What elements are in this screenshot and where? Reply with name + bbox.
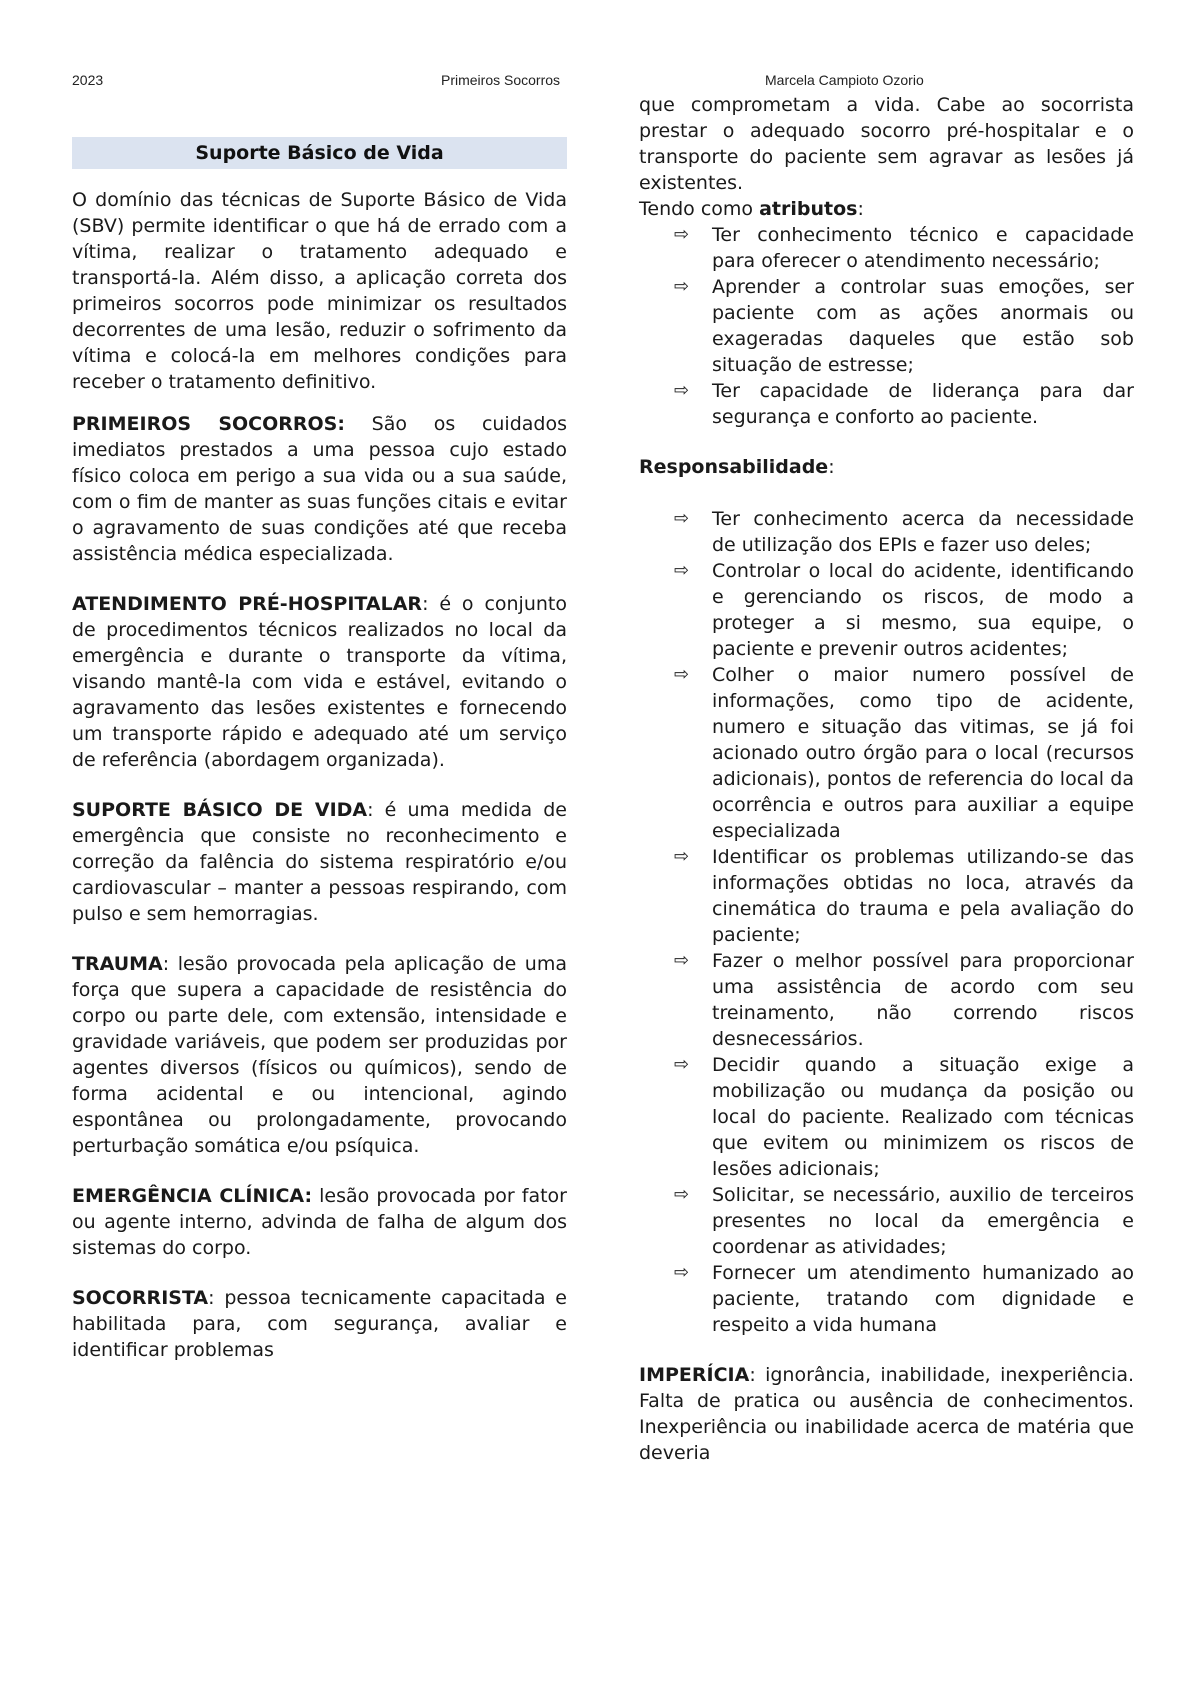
responsibilities-list	[639, 506, 1134, 1338]
list-item-text: Fazer o melhor possível para proporcionar uma assistência de acordo com seu treinamento, não correndo riscos desnecessários.	[712, 950, 1134, 1050]
list-item-text: Controlar o local do acidente, identificando e gerenciando os riscos, de modo a proteger a si mesmo, sua equipe, o paciente e prevenir outros acidentes;	[712, 560, 1134, 660]
hollow-arrow-icon: ⇨	[674, 1262, 690, 1283]
definition-term: SOCORRISTA	[72, 1287, 209, 1309]
definition-term: EMERGÊNCIA CLÍNICA:	[72, 1185, 313, 1207]
definition-term: PRIMEIROS SOCORROS:	[72, 413, 345, 435]
socorrista-continuation: que comprometam a vida. Cabe ao socorrista prestar o adequado socorro pré-hospitalar e o transporte do paciente sem agravar as lesões já existentes.	[639, 94, 1134, 194]
definition-term: ATENDIMENTO PRÉ-HOSPITALAR	[72, 593, 423, 615]
hollow-arrow-icon: ⇨	[674, 380, 690, 401]
definition-socorrista	[72, 1285, 567, 1363]
list-item	[639, 1052, 1134, 1182]
attributes-suffix: :	[857, 198, 864, 220]
list-item-text: Solicitar, se necessário, auxilio de terceiros presentes no local da emergência e coordenar as atividades;	[712, 1184, 1134, 1258]
list-item	[639, 662, 1134, 844]
hollow-arrow-icon: ⇨	[674, 846, 690, 867]
list-item	[639, 844, 1134, 948]
definition-impericia	[639, 1362, 1134, 1466]
list-item-text: Ter conhecimento acerca da necessidade de utilização dos EPIs e fazer uso deles;	[712, 508, 1134, 556]
attributes-list	[639, 222, 1134, 430]
list-item-text: Identificar os problemas utilizando-se das informações obtidas no loca, através da cinemática do trauma e pela avaliação do paciente;	[712, 846, 1134, 946]
list-item-text: Colher o maior numero possível de informações, como tipo de acidente, numero e situação das vitimas, se já foi acionado outro órgão para o local (recursos adicionais), pontos de referencia do local da ocorrência e outros para auxiliar a equipe especializada	[712, 664, 1134, 842]
header-year: 2023	[72, 72, 104, 88]
attributes-term: atributos	[759, 198, 858, 220]
definition-text: lesão provocada por fator ou agente interno, advinda de falha de algum dos sistemas do corpo.	[72, 1185, 567, 1259]
list-item	[639, 222, 1134, 274]
hollow-arrow-icon: ⇨	[674, 1184, 690, 1205]
left-column	[72, 187, 567, 1363]
definition-text: : é o conjunto de procedimentos técnicos realizados no local da emergência e durante o transporte da vítima, visando mantê-la com vida e estável, evitando o agravamento das lesões existentes e fornecendo um transporte rápido e adequado até um serviço de referência (abordagem organizada).	[72, 593, 567, 771]
list-item	[639, 1182, 1134, 1260]
responsibility-term: Responsabilidade	[639, 456, 829, 478]
header-author: Marcela Campioto Ozorio	[765, 72, 924, 88]
right-column	[639, 92, 1134, 1466]
definition-term: SUPORTE BÁSICO DE VIDA	[72, 799, 368, 821]
list-item	[639, 948, 1134, 1052]
definition-atendimento-pre-hospitalar	[72, 591, 567, 773]
section-title: Suporte Básico de Vida	[72, 137, 567, 169]
hollow-arrow-icon: ⇨	[674, 664, 690, 685]
list-item-text: Decidir quando a situação exige a mobilização ou mudança da posição ou local do paciente. Realizado com técnicas que evitem ou minimizem os riscos de lesões adicionais;	[712, 1054, 1134, 1180]
list-item-text: Ter capacidade de liderança para dar segurança e conforto ao paciente.	[712, 380, 1134, 428]
list-item-text: Ter conhecimento técnico e capacidade para oferecer o atendimento necessário;	[712, 224, 1134, 272]
definition-text: : ignorância, inabilidade, inexperiência. Falta de pratica ou ausência de conhecimentos. Inexperiência ou inabilidade acerca de matéria que deveria	[639, 1364, 1134, 1464]
definition-term: IMPERÍCIA	[639, 1364, 750, 1386]
attributes-prefix: Tendo como	[639, 198, 760, 220]
hollow-arrow-icon: ⇨	[674, 1054, 690, 1075]
definition-text: : lesão provocada pela aplicação de uma força que supera a capacidade de resistência do corpo ou parte dele, com extensão, intensidade e gravidade variáveis, que podem ser produzidas por agentes diversos (físicos ou químicos), sendo de forma acidental e ou intencional, agindo espontânea ou prolongadamente, provocando perturbação somática e/ou psíquica.	[72, 953, 567, 1157]
header-subject: Primeiros Socorros	[441, 72, 561, 88]
responsibility-suffix: :	[828, 456, 835, 478]
list-item	[639, 274, 1134, 378]
hollow-arrow-icon: ⇨	[674, 224, 690, 245]
definition-text: : é uma medida de emergência que consiste no reconhecimento e correção da falência do sistema respiratório e/ou cardiovascular – manter a pessoas respirando, com pulso e sem hemorragias.	[72, 799, 567, 925]
definition-primeiros-socorros	[72, 411, 567, 567]
definition-term: TRAUMA	[72, 953, 163, 975]
definition-emergencia-clinica	[72, 1183, 567, 1261]
list-item	[639, 558, 1134, 662]
definition-text: São os cuidados imediatos prestados a uma pessoa cujo estado físico coloca em perigo a sua vida ou a sua saúde, com o fim de manter as suas funções citais e evitar o agravamento de suas condições até que receba assistência médica especializada.	[72, 413, 567, 565]
hollow-arrow-icon: ⇨	[674, 508, 690, 529]
list-item	[639, 1260, 1134, 1338]
list-item	[639, 378, 1134, 430]
intro-paragraph: O domínio das técnicas de Suporte Básico de Vida (SBV) permite identificar o que há de errado com a vítima, realizar o tratamento adequado e transportá-la. Além disso, a aplicação correta dos primeiros socorros pode minimizar os resultados decorrentes de uma lesão, reduzir o sofrimento da vítima e colocá-la em melhores condições para receber o tratamento definitivo.	[72, 189, 567, 393]
definition-trauma	[72, 951, 567, 1159]
definition-text: : pessoa tecnicamente capacitada e habilitada para, com segurança, avaliar e identificar problemas	[72, 1287, 567, 1361]
hollow-arrow-icon: ⇨	[674, 560, 690, 581]
list-item-text: Fornecer um atendimento humanizado ao paciente, tratando com dignidade e respeito a vida humana	[712, 1262, 1134, 1336]
responsibility-heading	[639, 454, 1134, 480]
hollow-arrow-icon: ⇨	[674, 276, 690, 297]
definition-suporte-basico	[72, 797, 567, 927]
attributes-intro	[639, 196, 1134, 222]
hollow-arrow-icon: ⇨	[674, 950, 690, 971]
list-item-text: Aprender a controlar suas emoções, ser paciente com as ações anormais ou exageradas daqueles que estão sob situação de estresse;	[712, 276, 1134, 376]
list-item	[639, 506, 1134, 558]
